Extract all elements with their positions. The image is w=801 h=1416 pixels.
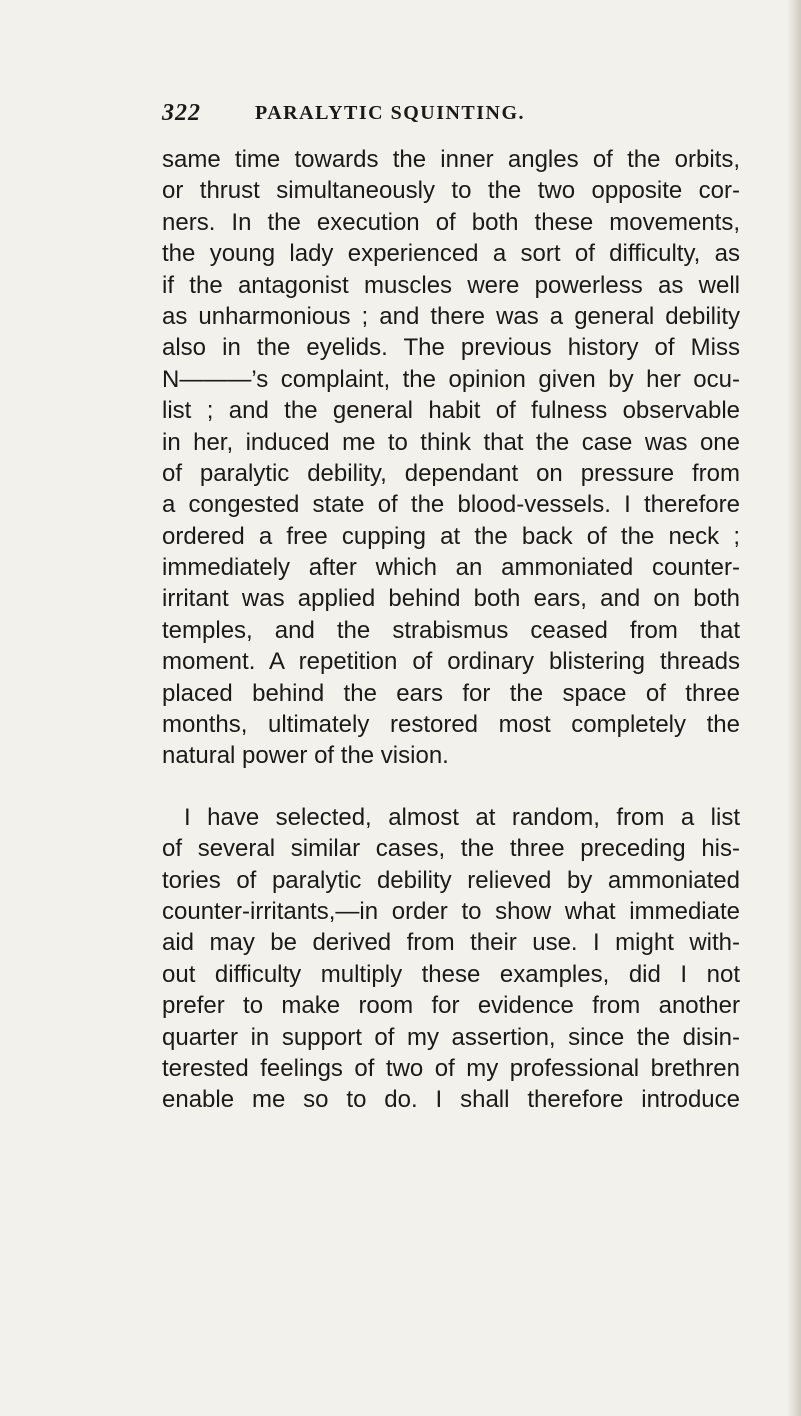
text-line: as unharmonious ; and there was a general debility (162, 302, 740, 330)
text-line: aid may be derived from their use. I might with- (162, 929, 740, 957)
text-line: immediately after which an ammoniated counter- (162, 554, 740, 582)
text-line: prefer to make room for evidence from another (162, 992, 740, 1020)
text-line: ners. In the execution of both these movements, (162, 208, 740, 236)
page-header (162, 100, 762, 136)
body-text (162, 144, 740, 1116)
text-line: I have selected, almost at random, from a list (184, 803, 740, 831)
paragraph-2 (162, 802, 740, 1116)
running-head: PARALYTIC SQUINTING. (255, 102, 526, 124)
text-line: ordered a free cupping at the back of the neck ; (162, 522, 740, 550)
text-line: terested feelings of two of my professional brethren (162, 1054, 740, 1082)
text-line: also in the eyelids. The previous history of Miss (162, 334, 740, 362)
page-edge-shadow (787, 0, 801, 1416)
text-line: list ; and the general habit of fulness observable (162, 397, 740, 425)
text-line: months, ultimately restored most completely the (162, 711, 740, 739)
text-line: natural power of the vision. (162, 742, 449, 770)
text-line: placed behind the ears for the space of three (162, 679, 740, 707)
text-line: if the antagonist muscles were powerless as well (162, 271, 740, 299)
paragraph-gap (162, 772, 740, 802)
text-line: or thrust simultaneously to the two opposite cor- (162, 177, 740, 205)
paragraph-1 (162, 144, 740, 772)
text-line: temples, and the strabismus ceased from that (162, 616, 740, 644)
text-line: the young lady experienced a sort of difficulty, as (162, 240, 740, 268)
text-line: N———’s complaint, the opinion given by her ocu- (162, 365, 740, 393)
text-line: moment. A repetition of ordinary blistering threads (162, 648, 740, 676)
text-line: tories of paralytic debility relieved by ammoniated (162, 866, 740, 894)
text-line: a congested state of the blood-vessels. I therefore (162, 491, 740, 519)
text-line: irritant was applied behind both ears, and on both (162, 585, 740, 613)
text-line: in her, induced me to think that the case was one (162, 428, 740, 456)
text-line: enable me so to do. I shall therefore introduce (162, 1086, 740, 1114)
text-line: out difficulty multiply these examples, did I not (162, 960, 740, 988)
text-line: quarter in support of my assertion, since the disin- (162, 1023, 740, 1051)
text-line: same time towards the inner angles of the orbits, (162, 146, 740, 173)
text-line: of paralytic debility, dependant on pressure from (162, 459, 740, 487)
text-line: counter-irritants,—in order to show what immediate (162, 897, 740, 925)
text-line: of several similar cases, the three preceding his- (162, 835, 740, 863)
page-number: 322 (162, 100, 201, 126)
